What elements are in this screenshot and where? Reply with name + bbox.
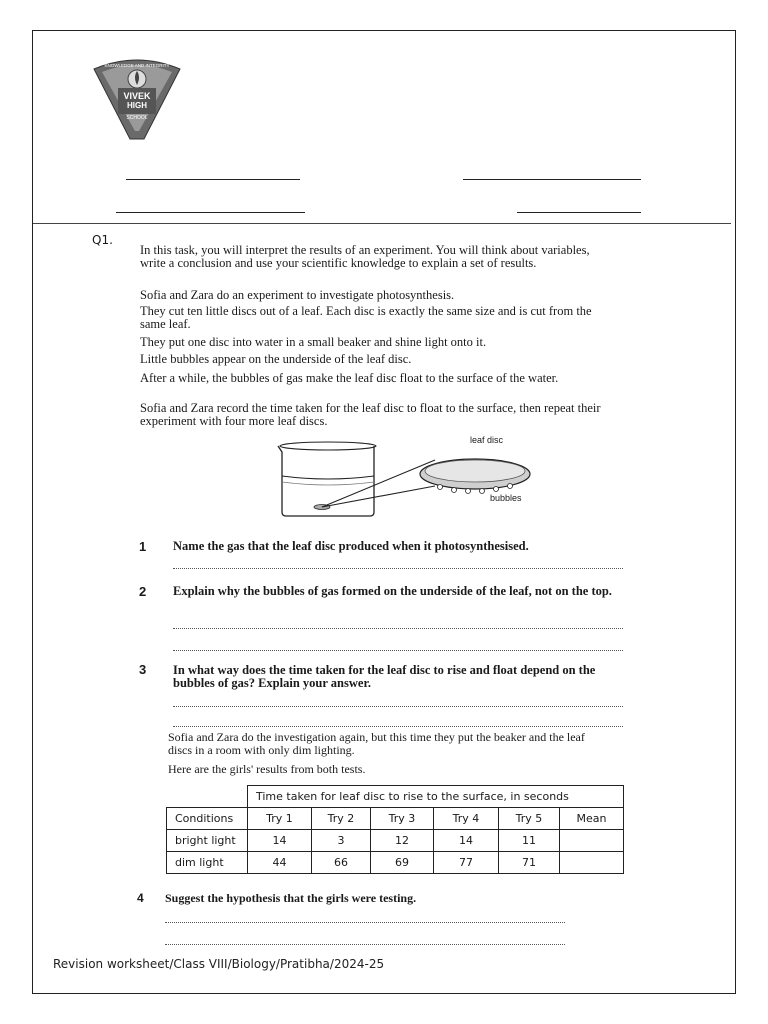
intro-paragraph: They cut ten little discs out of a leaf. Each disc is exactly the same size and is cut from the same leaf.: [140, 304, 592, 331]
answer-line[interactable]: [173, 650, 623, 651]
intro-paragraph: Sofia and Zara record the time taken for the leaf disc to float to the surface, then repeat their experiment with four more leaf discs.: [140, 401, 601, 428]
header-blank-line-3[interactable]: [116, 212, 305, 213]
table-row: [167, 829, 624, 851]
table-cell: 71: [499, 851, 560, 873]
question-text: In what way does the time taken for the leaf disc to rise and float depend on the bubbles of gas? Explain your answer.: [173, 663, 596, 690]
answer-line[interactable]: [165, 922, 565, 923]
table-cell-mean[interactable]: [560, 829, 624, 851]
table-cell: 69: [371, 851, 434, 873]
header-blank-line-2[interactable]: [463, 179, 641, 180]
header-blank-line-4[interactable]: [517, 212, 641, 213]
table-header: Mean: [560, 807, 624, 829]
table-cell: 77: [434, 851, 499, 873]
table-header-row: [167, 807, 624, 829]
svg-text:HIGH: HIGH: [127, 101, 147, 110]
leaf-disc-icon: [420, 459, 530, 494]
leaf-disc-label: leaf disc: [470, 435, 504, 445]
school-logo: [92, 55, 182, 141]
results-table: [166, 785, 624, 874]
table-cell: 12: [371, 829, 434, 851]
question-number: 1: [139, 539, 147, 554]
svg-text:VIVEK: VIVEK: [123, 91, 151, 101]
table-row: [167, 851, 624, 873]
table-cell: 3: [312, 829, 371, 851]
header-divider: [33, 223, 731, 224]
table-cell: 14: [434, 829, 499, 851]
answer-line[interactable]: [173, 706, 623, 707]
table-cell: 14: [248, 829, 312, 851]
table-cell: 11: [499, 829, 560, 851]
table-cell: dim light: [167, 851, 248, 873]
question-number: 3: [139, 662, 147, 677]
table-header: Try 3: [371, 807, 434, 829]
beaker-diagram: [270, 438, 540, 520]
question-text: Explain why the bubbles of gas formed on the underside of the leaf, not on the top.: [173, 584, 612, 598]
footer-text: Revision worksheet/Class VIII/Biology/Pratibha/2024-25: [53, 957, 385, 971]
intro-paragraph: They put one disc into water in a small beaker and shine light onto it.: [140, 335, 487, 349]
intro-paragraph: In this task, you will interpret the results of an experiment. You will think about variables, write a conclusion and use your scientific knowledge to explain a set of results.: [140, 243, 590, 270]
question-number: 2: [139, 584, 147, 599]
intro-paragraph: Sofia and Zara do an experiment to investigate photosynthesis.: [140, 288, 455, 302]
answer-line[interactable]: [173, 568, 623, 569]
table-header: Try 5: [499, 807, 560, 829]
table-cell: bright light: [167, 829, 248, 851]
question-text: Name the gas that the leaf disc produced when it photosynthesised.: [173, 539, 529, 553]
question-text: Suggest the hypothesis that the girls were testing.: [165, 891, 417, 905]
svg-text:SCHOOL: SCHOOL: [126, 115, 148, 121]
svg-text:KNOWLEDGE AND INTEGRITY: KNOWLEDGE AND INTEGRITY: [104, 63, 170, 68]
second-test-paragraph: Here are the girls' results from both tests.: [168, 762, 366, 776]
table-cell: 44: [248, 851, 312, 873]
table-header: Conditions: [167, 807, 248, 829]
second-test-paragraph: Sofia and Zara do the investigation again, but this time they put the beaker and the leaf discs in a room with only dim lighting.: [168, 730, 585, 757]
answer-line[interactable]: [165, 944, 565, 945]
table-header: Try 2: [312, 807, 371, 829]
intro-paragraph: After a while, the bubbles of gas make the leaf disc float to the surface of the water.: [140, 371, 559, 385]
table-header: Try 4: [434, 807, 499, 829]
header-blank-line-1[interactable]: [126, 179, 300, 180]
intro-paragraph: Little bubbles appear on the underside of the leaf disc.: [140, 352, 412, 366]
bubbles-label: bubbles: [490, 493, 522, 503]
question-label: Q1.: [92, 233, 113, 247]
table-cell-mean[interactable]: [560, 851, 624, 873]
table-caption: Time taken for leaf disc to rise to the surface, in seconds: [248, 786, 624, 808]
table-header: Try 1: [248, 807, 312, 829]
question-number: 4: [137, 891, 144, 905]
answer-line[interactable]: [173, 628, 623, 629]
table-cell: 66: [312, 851, 371, 873]
answer-line[interactable]: [173, 726, 623, 727]
